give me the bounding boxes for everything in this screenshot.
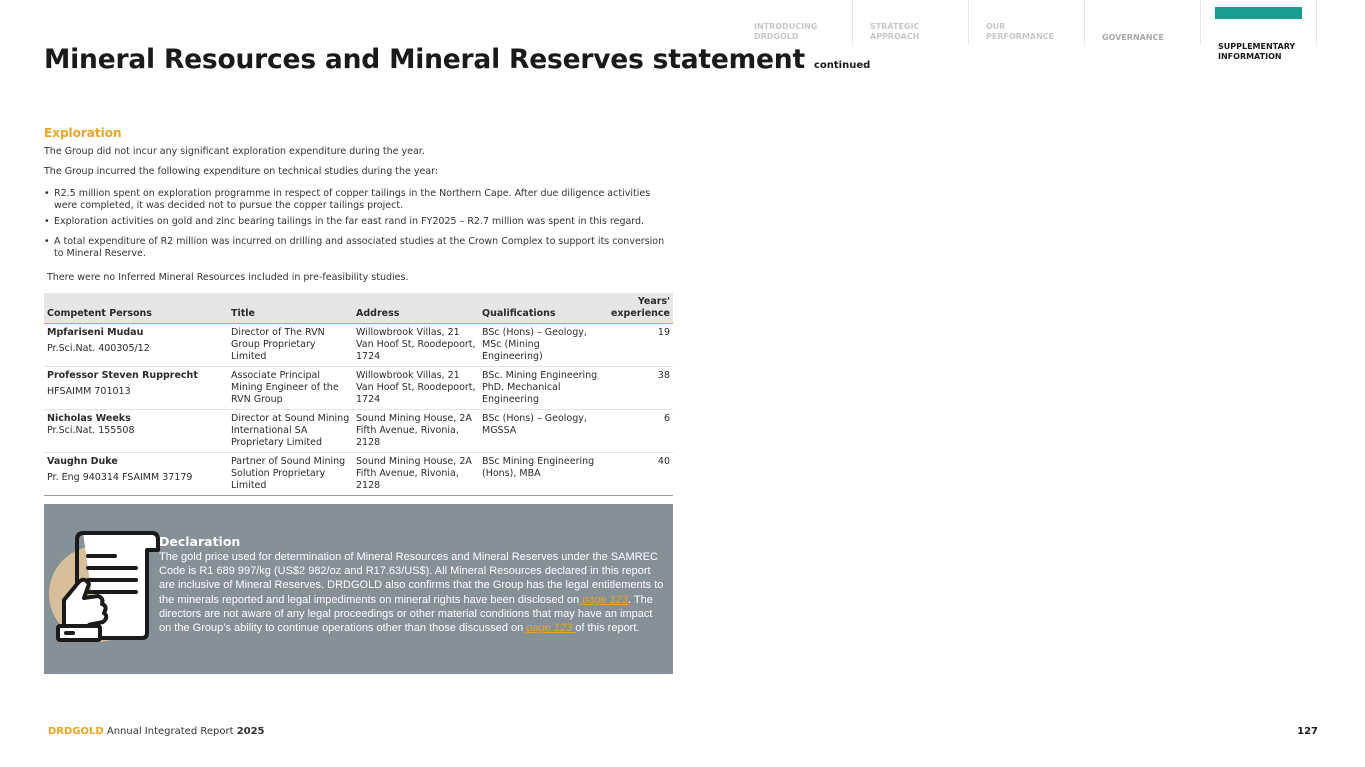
- section-nav: [737, 0, 1317, 61]
- cell-title: Associate Principal Mining Engineer of the RVN Group: [228, 367, 353, 410]
- cell-title: Partner of Sound Mining Solution Proprietary Limited: [228, 453, 353, 496]
- list-item: • R2.5 million spent on exploration programme in respect of copper tailings in the Northern Cape. After due diligence activities were completed, it was decided not to pursue the copper tailings project.: [44, 188, 674, 212]
- cell-address: Willowbrook Villas, 21 Van Hoof St, Roodepoort, 1724: [353, 324, 479, 367]
- cell-address: Willowbrook Villas, 21 Van Hoof St, Roodepoort, 1724: [353, 367, 479, 410]
- cell-person: [44, 324, 228, 367]
- table-row: [44, 324, 673, 367]
- exploration-note: There were no Inferred Mineral Resources included in pre-feasibility studies.: [47, 272, 409, 283]
- cell-person: [44, 367, 228, 410]
- cell-address: Sound Mining House, 2A Fifth Avenue, Rivonia, 2128: [353, 453, 479, 496]
- active-tab-indicator: [1215, 7, 1302, 19]
- cell-years: 38: [603, 367, 673, 410]
- footer-brand: DRDGOLD: [48, 726, 104, 737]
- cell-qualifications: BSc Mining Engineering (Hons), MBA: [479, 453, 603, 496]
- page-number: 127: [1297, 726, 1318, 737]
- cell-qualifications: BSc (Hons) – Geology, MGSSA: [479, 410, 603, 453]
- person-name: Nicholas Weeks: [47, 413, 131, 424]
- footer-report-name: Annual Integrated Report: [103, 726, 237, 737]
- person-name: Professor Steven Rupprecht: [47, 370, 198, 381]
- list-item: • Exploration activities on gold and zinc bearing tailings in the far east rand in FY2025 – R2.7 million was spent in this regard.: [44, 216, 674, 228]
- competent-persons-table: [44, 293, 673, 496]
- page-title-suffix: continued: [813, 60, 871, 71]
- tab-label: SUPPLEMENTARY INFORMATION: [1218, 42, 1296, 61]
- cell-title: Director of The RVN Group Proprietary Limited: [228, 324, 353, 367]
- person-registration: Pr.Sci.Nat. 155508: [47, 425, 135, 436]
- person-registration: Pr. Eng 940314 FSAIMM 37179: [47, 472, 193, 483]
- person-name: Mpfariseni Mudau: [47, 327, 144, 338]
- list-item: • A total expenditure of R2 million was incurred on drilling and associated studies at the Crown Complex to support its conversion to Mineral Reserve.: [44, 236, 674, 260]
- page-123-link[interactable]: page 123: [523, 622, 576, 635]
- tab-supplementary-information[interactable]: [1201, 0, 1317, 61]
- declaration-text-part-1: The gold price used for determination of Mineral Resources and Mineral Reserves under the SAMREC Code is R1 689 997/kg (US$2 982/oz and R17.63/US$). All Mineral Resources declared in this report are inclusive of Mineral Reserves. DRDGOLD also confirms that the Group has the legal entitlements to the minerals reported and legal impediments on mineral rights have been disclosed on: [159, 551, 664, 606]
- document-hand-icon: [52, 528, 162, 648]
- tab-our-performance[interactable]: OUR PERFORMANCE: [969, 0, 1085, 45]
- table-header-row: [44, 293, 673, 324]
- footer: [48, 726, 265, 737]
- tab-governance[interactable]: GOVERNANCE: [1085, 0, 1201, 45]
- exploration-paragraph-2: The Group incurred the following expenditure on technical studies during the year:: [44, 166, 439, 177]
- cell-qualifications: BSc. Mining Engineering PhD. Mechanical Engineering: [479, 367, 603, 410]
- declaration-text-part-3: of this report.: [575, 622, 640, 635]
- declaration-text-part-2: . The directors are not aware of any legal proceedings or other material conditions that may have an impact on the Group’s ability to continue operations other than those discussed on: [159, 593, 653, 635]
- person-name: Vaughn Duke: [47, 456, 118, 467]
- expenditure-list: [44, 188, 674, 260]
- header-qualifications: Qualifications: [479, 293, 603, 324]
- page-title-text: Mineral Resources and Mineral Reserves statement: [44, 44, 805, 75]
- exploration-heading: Exploration: [44, 126, 122, 140]
- tab-introducing-drdgold[interactable]: INTRODUCING DRDGOLD: [737, 0, 853, 45]
- table-row: [44, 410, 673, 453]
- cell-years: 19: [603, 324, 673, 367]
- cell-years: 40: [603, 453, 673, 496]
- header-competent-persons: Competent Persons: [44, 293, 228, 324]
- cell-qualifications: BSc (Hons) – Geology, MSc (Mining Engineering): [479, 324, 603, 367]
- exploration-paragraph-1: The Group did not incur any significant exploration expenditure during the year.: [44, 146, 425, 157]
- table-row: [44, 367, 673, 410]
- table-row: [44, 453, 673, 496]
- declaration-text: [159, 550, 667, 635]
- cell-years: 6: [603, 410, 673, 453]
- header-address: Address: [353, 293, 479, 324]
- tab-strategic-approach[interactable]: STRATEGIC APPROACH: [853, 0, 969, 45]
- declaration-heading: Declaration: [159, 534, 241, 549]
- declaration-panel: [44, 504, 673, 674]
- cell-address: Sound Mining House, 2A Fifth Avenue, Rivonia, 2128: [353, 410, 479, 453]
- footer-year: 2025: [236, 726, 265, 737]
- person-registration: Pr.Sci.Nat. 400305/12: [47, 343, 150, 354]
- header-years-experience: Years' experience: [603, 293, 673, 324]
- cell-title: Director at Sound Mining International SA Proprietary Limited: [228, 410, 353, 453]
- header-title: Title: [228, 293, 353, 324]
- person-registration: HFSAIMM 701013: [47, 386, 131, 397]
- cell-person: [44, 410, 228, 453]
- cell-person: [44, 453, 228, 496]
- page-title: [44, 44, 870, 75]
- page-123-link[interactable]: page 123: [579, 593, 629, 606]
